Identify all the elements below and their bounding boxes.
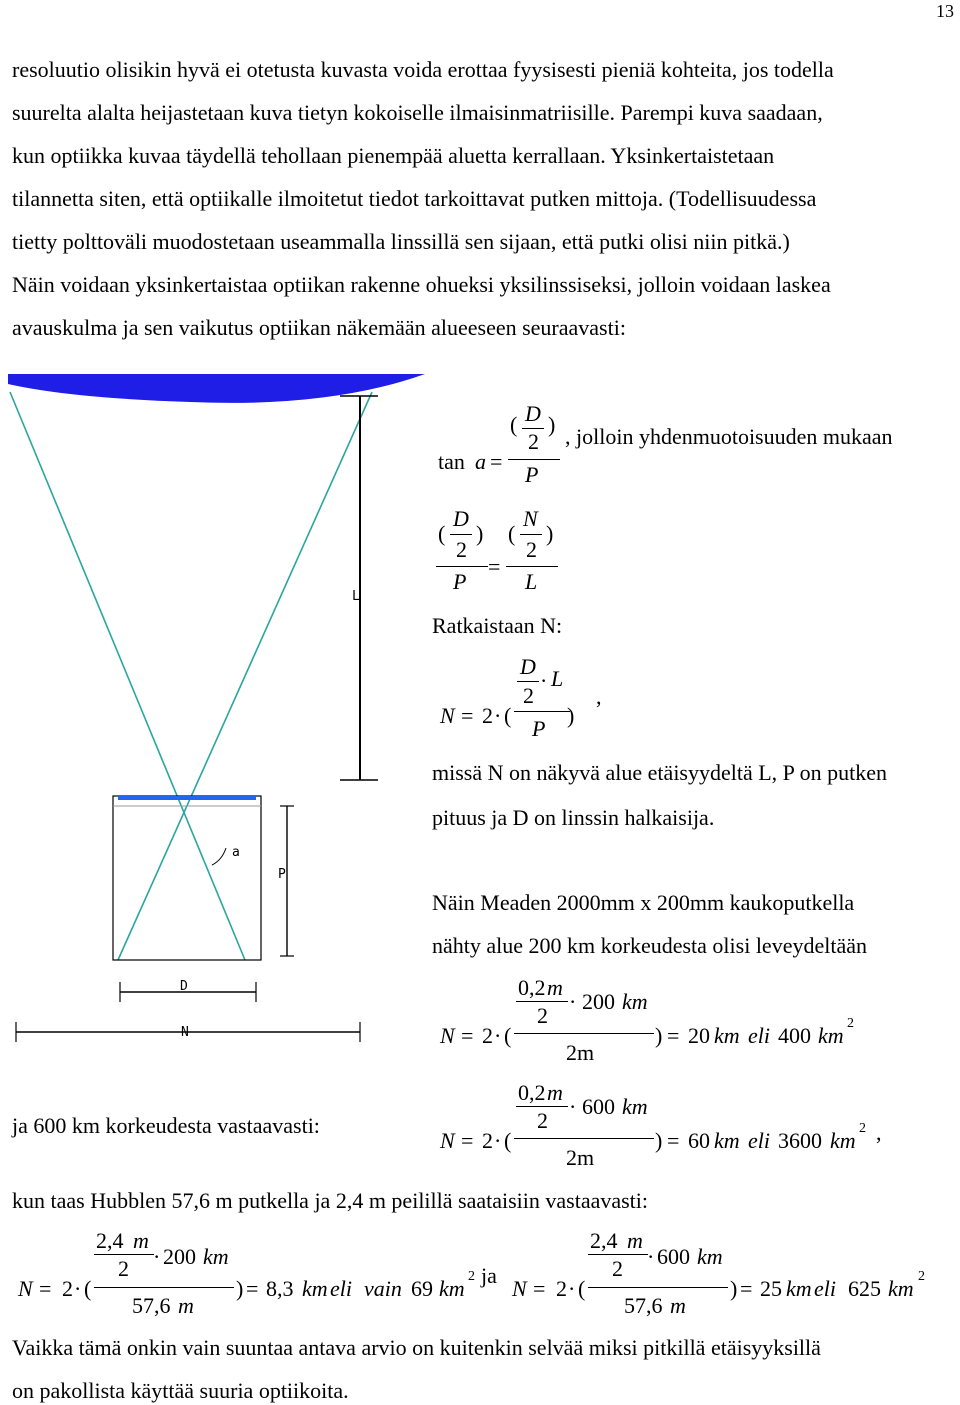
light-ray bbox=[118, 392, 372, 960]
eq3-rparen: ) bbox=[567, 703, 575, 728]
eq1-tan: tan bbox=[438, 449, 465, 474]
eq5-r1-unit: km bbox=[714, 1128, 740, 1153]
eq4-rparen: ) bbox=[655, 1023, 663, 1048]
eq5-r2: 3600 bbox=[778, 1128, 822, 1153]
eq1-lparen: ( bbox=[510, 412, 518, 437]
eq6-r2: 69 bbox=[411, 1276, 433, 1301]
eq7-dist-unit: km bbox=[697, 1244, 723, 1269]
eq5-main-bar bbox=[514, 1138, 654, 1139]
eq4-den: 2m bbox=[566, 1040, 595, 1065]
eq6-half: 2 bbox=[118, 1256, 129, 1281]
eq7-den: 57,6 bbox=[624, 1293, 663, 1318]
eq7-dist: 600 bbox=[657, 1244, 690, 1269]
eq7-r2: 625 bbox=[848, 1276, 881, 1301]
hubble-line: kun taas Hubblen 57,6 m putkella ja 2,4 m peilillä saataisiin vastaavasti: bbox=[12, 1188, 649, 1213]
eq5-r1: 60 bbox=[688, 1128, 710, 1153]
eq4-dot: · bbox=[494, 1023, 502, 1048]
light-ray bbox=[10, 392, 245, 960]
eq7-sq: 2 bbox=[918, 1269, 925, 1284]
eq4-result-eq: = bbox=[667, 1023, 680, 1048]
label-D: D bbox=[180, 979, 188, 994]
solve-label: Ratkaistaan N: bbox=[432, 613, 563, 638]
eq2-P: P bbox=[453, 569, 467, 594]
eq4-dist: 200 bbox=[582, 989, 615, 1014]
eq4-r2: 400 bbox=[778, 1023, 811, 1048]
eq3-equals: = bbox=[461, 703, 474, 728]
eq6-sq: 2 bbox=[468, 1269, 475, 1284]
eq2-N: N bbox=[523, 506, 538, 531]
eq7-den-unit: m bbox=[670, 1293, 686, 1318]
text-line: Näin voidaan yksinkertaistaa optiikan rakenne ohueksi yksilinssiseksi, jolloin voidaan laskea bbox=[12, 272, 831, 297]
eq5-r2-unit: km bbox=[830, 1128, 856, 1153]
eq7-lparen: ( bbox=[578, 1276, 586, 1301]
eq7-half: 2 bbox=[612, 1256, 623, 1281]
text-line: kun optiikka kuvaa täydellä tehollaan pienempää aluetta kerrallaan. Yksinkertaistetaan bbox=[12, 143, 775, 168]
eq4-r1-unit: km bbox=[714, 1023, 740, 1048]
eq6-dot: · bbox=[74, 1276, 82, 1301]
eq6-two: 2 bbox=[62, 1276, 73, 1301]
eq5-N: N bbox=[440, 1128, 455, 1153]
eq7-num-unit: m bbox=[627, 1228, 643, 1253]
eq4-dot2: · bbox=[569, 989, 577, 1014]
eq2-equals: = bbox=[488, 554, 501, 579]
eq3-two: 2 bbox=[482, 703, 493, 728]
eq6-dist-unit: km bbox=[203, 1244, 229, 1269]
eq7-num: 2,4 bbox=[590, 1228, 618, 1253]
eq6-den: 57,6 bbox=[132, 1293, 171, 1318]
text-line: tilannetta siten, että optiikalle ilmoitetut tiedot tarkoittavat putken mittoja. (Todellisuudessa bbox=[12, 186, 817, 211]
eq5-num-unit: m bbox=[547, 1080, 563, 1105]
eq6-r1-unit: km bbox=[302, 1276, 328, 1301]
eq2-rparen: ) bbox=[476, 521, 484, 546]
eq4-two: 2 bbox=[482, 1023, 493, 1048]
eq5-lparen: ( bbox=[504, 1128, 512, 1153]
eq5-result-eq: = bbox=[667, 1128, 680, 1153]
eq3-P: P bbox=[532, 716, 546, 741]
eq4-dist-unit: km bbox=[622, 989, 648, 1014]
eq3-N: N bbox=[440, 703, 455, 728]
eq7-result-eq: = bbox=[740, 1276, 753, 1301]
eq1-two: 2 bbox=[528, 429, 539, 454]
eq3-dot2: · bbox=[540, 668, 548, 693]
explanation-line: missä N on näkyvä alue etäisyydeltä L, P on putken bbox=[432, 760, 887, 785]
eq2-inner-bar bbox=[450, 534, 472, 535]
eq2-lparen: ( bbox=[438, 521, 446, 546]
closing-line: on pakollista käyttää suuria optiikoita. bbox=[12, 1378, 349, 1403]
eq6-N: N bbox=[18, 1276, 33, 1301]
eq5-dist-unit: km bbox=[622, 1094, 648, 1119]
eq6-dot2: · bbox=[153, 1244, 161, 1269]
eq1-a: a bbox=[475, 449, 486, 474]
eq2-L: L bbox=[525, 569, 538, 594]
angle-arc bbox=[212, 848, 226, 865]
label-L: L bbox=[352, 589, 360, 604]
eq4-main-bar bbox=[514, 1033, 654, 1034]
eq1-P: P bbox=[525, 462, 539, 487]
eq7-r1: 25 bbox=[760, 1276, 782, 1301]
eq5-half: 2 bbox=[537, 1108, 548, 1133]
eq2-rparen2: ) bbox=[546, 521, 554, 546]
eq1-after-text: , jolloin yhdenmuotoisuuden mukaan bbox=[565, 424, 893, 449]
eq7-r1-unit: km bbox=[786, 1276, 812, 1301]
eq1-main-bar bbox=[508, 459, 560, 460]
eq6-rparen: ) bbox=[236, 1276, 244, 1301]
eq4-half: 2 bbox=[537, 1003, 548, 1028]
eq6-dist: 200 bbox=[163, 1244, 196, 1269]
eq6-main-bar bbox=[94, 1287, 234, 1288]
page-number: 13 bbox=[936, 1, 954, 21]
eq2-lparen2: ( bbox=[508, 521, 516, 546]
eq2-left-bar bbox=[436, 566, 488, 567]
eq6-lparen: ( bbox=[84, 1276, 92, 1301]
eq5-comma: , bbox=[876, 1120, 882, 1145]
eq3-lparen: ( bbox=[504, 703, 512, 728]
eq5-dot: · bbox=[494, 1128, 502, 1153]
eq5-equals: = bbox=[461, 1128, 474, 1153]
explanation-line: pituus ja D on linssin halkaisija. bbox=[432, 805, 715, 830]
label-a: a bbox=[232, 845, 240, 860]
eq7-N: N bbox=[512, 1276, 527, 1301]
eq7-rparen: ) bbox=[730, 1276, 738, 1301]
eq4-N: N bbox=[440, 1023, 455, 1048]
eq4-eli: eli bbox=[748, 1023, 770, 1048]
eq3-half: 2 bbox=[523, 683, 534, 708]
eq2-inner-bar2 bbox=[520, 534, 542, 535]
eq6-r1: 8,3 bbox=[266, 1276, 294, 1301]
label-P: P bbox=[278, 867, 286, 882]
eq6-eli: eli bbox=[330, 1276, 352, 1301]
eq3-main-bar bbox=[514, 711, 570, 712]
eq6-num: 2,4 bbox=[96, 1228, 124, 1253]
eq4-sq: 2 bbox=[847, 1016, 854, 1031]
line-600km: ja 600 km korkeudesta vastaavasti: bbox=[12, 1113, 320, 1138]
eq6-result-eq: = bbox=[246, 1276, 259, 1301]
label-N: N bbox=[181, 1025, 189, 1040]
eq5-rparen: ) bbox=[655, 1128, 663, 1153]
eq4-num: 0,2 bbox=[518, 975, 546, 1000]
eq4-lparen: ( bbox=[504, 1023, 512, 1048]
eq6-num-unit: m bbox=[133, 1228, 149, 1253]
eq7-eli: eli bbox=[814, 1276, 836, 1301]
meade-line: Näin Meaden 2000mm x 200mm kaukoputkella bbox=[432, 890, 855, 915]
eq7-two: 2 bbox=[556, 1276, 567, 1301]
text-line: avauskulma ja sen vaikutus optiikan näkemään alueeseen seuraavasti: bbox=[12, 315, 626, 340]
eq1-rparen: ) bbox=[548, 412, 556, 437]
eq1-D: D bbox=[525, 401, 541, 426]
eq2-two2: 2 bbox=[526, 537, 537, 562]
eq7-main-bar bbox=[588, 1287, 728, 1288]
eq5-den: 2m bbox=[566, 1145, 595, 1170]
eq3-comma: , bbox=[596, 684, 602, 709]
eq7-equals: = bbox=[533, 1276, 546, 1301]
meade-line: nähty alue 200 km korkeudesta olisi leveydeltään bbox=[432, 933, 867, 958]
eq5-dist: 600 bbox=[582, 1094, 615, 1119]
eq5-num: 0,2 bbox=[518, 1080, 546, 1105]
eq4-equals: = bbox=[461, 1023, 474, 1048]
eq2-two: 2 bbox=[456, 537, 467, 562]
eq5-dot2: · bbox=[569, 1094, 577, 1119]
optics-diagram bbox=[0, 370, 430, 1060]
eq4-num-unit: m bbox=[547, 975, 563, 1000]
eq3-dot: · bbox=[494, 703, 502, 728]
eq6-vain: vain bbox=[364, 1276, 402, 1301]
eq5-sq: 2 bbox=[859, 1121, 866, 1136]
ja-connector: ja bbox=[481, 1263, 497, 1288]
eq4-r1: 20 bbox=[688, 1023, 710, 1048]
eq6-equals: = bbox=[39, 1276, 52, 1301]
eq6-den-unit: m bbox=[178, 1293, 194, 1318]
eq7-dot2: · bbox=[647, 1244, 655, 1269]
eq5-eli: eli bbox=[748, 1128, 770, 1153]
text-line: suurelta alalta heijastetaan kuva tietyn kokoiselle ilmaisinmatriisille. Parempi kuva saadaan, bbox=[12, 100, 823, 125]
eq7-dot: · bbox=[568, 1276, 576, 1301]
eq7-r2-unit: km bbox=[888, 1276, 914, 1301]
eq2-D: D bbox=[453, 506, 469, 531]
text-line: resoluutio olisikin hyvä ei otetusta kuvasta voida erottaa fyysisesti pieniä kohteita, jos todella bbox=[12, 57, 834, 82]
eq1-equals: = bbox=[490, 449, 503, 474]
eq4-r2-unit: km bbox=[818, 1023, 844, 1048]
text-line: tietty polttoväli muodostetaan useammalla linssillä sen sijaan, että putki olisi niin pitkä.) bbox=[12, 229, 790, 254]
closing-line: Vaikka tämä onkin vain suuntaa antava arvio on kuitenkin selvää miksi pitkillä etäisyyksillä bbox=[12, 1335, 821, 1360]
eq6-r2-unit: km bbox=[439, 1276, 465, 1301]
eq5-two: 2 bbox=[482, 1128, 493, 1153]
observed-area-shape bbox=[8, 374, 425, 403]
eq3-L: L bbox=[551, 666, 564, 691]
eq2-right-bar bbox=[506, 566, 558, 567]
eq3-D: D bbox=[520, 654, 536, 679]
